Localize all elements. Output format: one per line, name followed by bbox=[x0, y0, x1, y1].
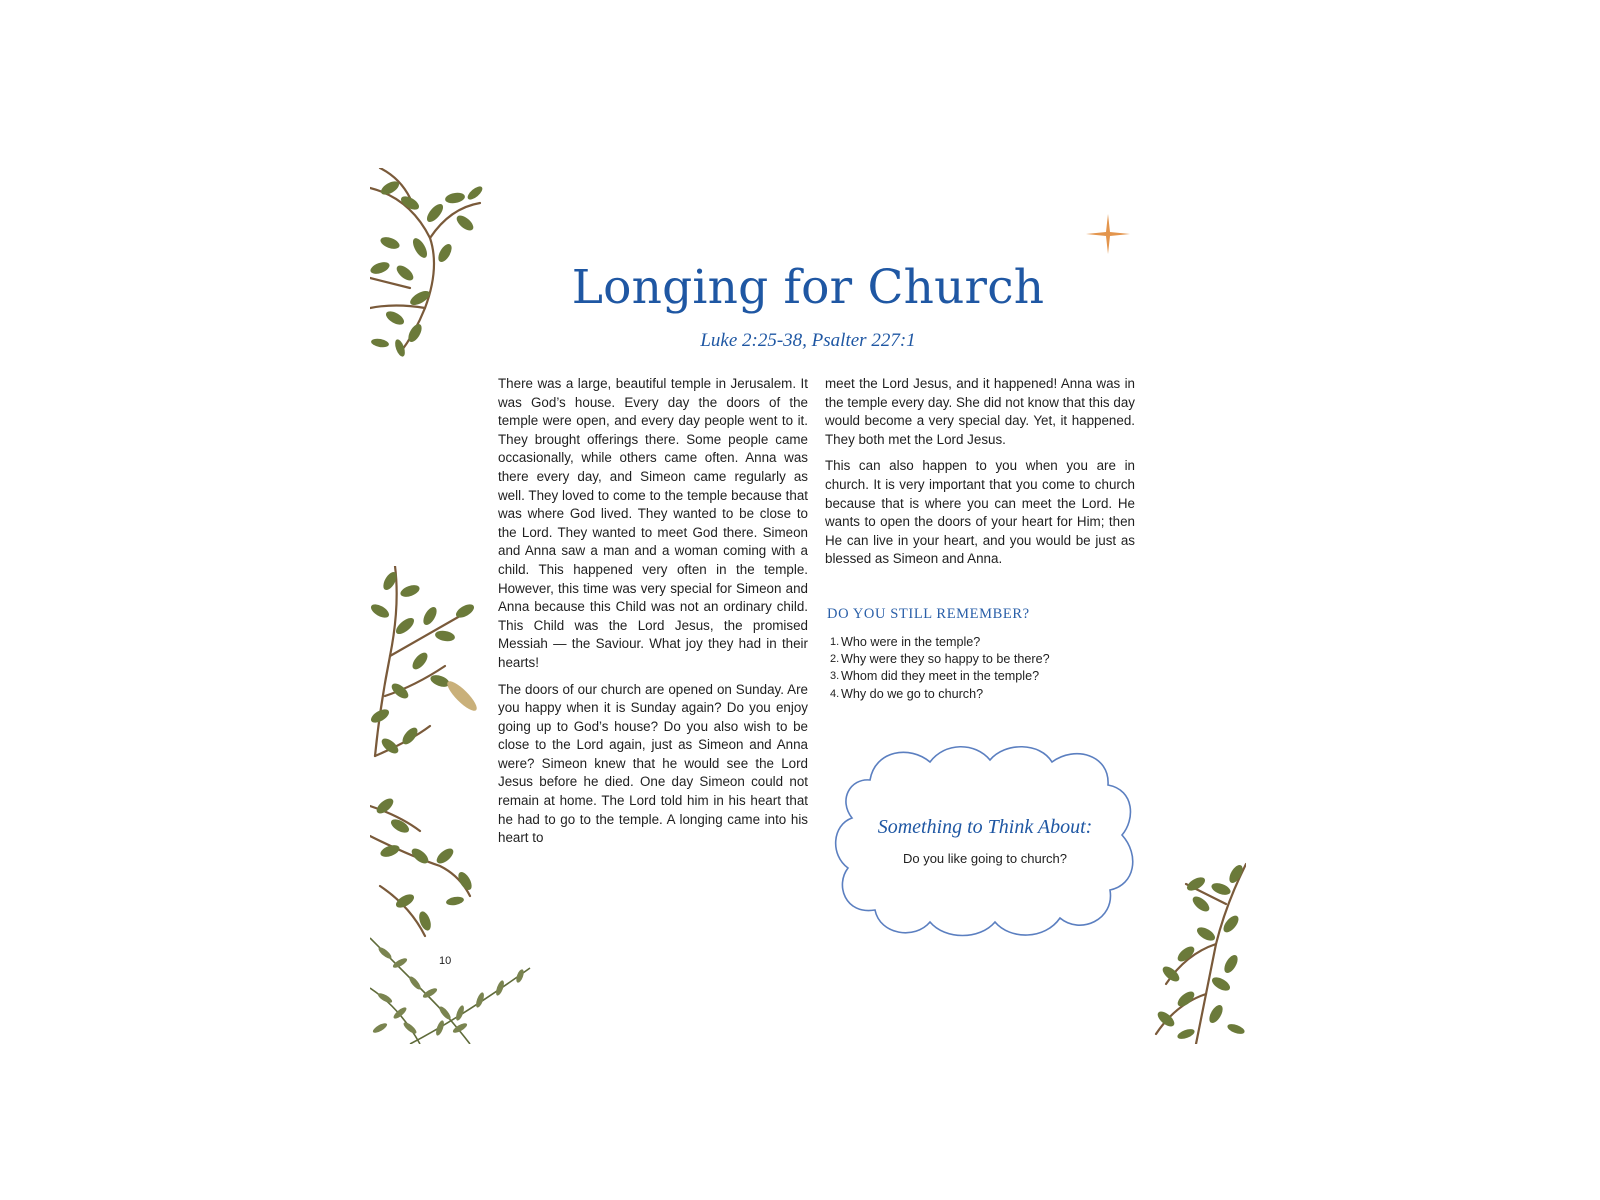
question-list bbox=[830, 634, 1050, 703]
fern-decoration bbox=[370, 928, 540, 1044]
paragraph: The doors of our church are opened on Sunday. Are you happy when it is Sunday again? Do you enjoy going up to God’s house? Do you also wish to be close to the Lord again, just as Simeon and Anna were? Simeon knew that he would see the Lord Jesus before he died. One day Simeon could not remain at home. The Lord told him in his heart that he had to go to the temple. A longing came into his heart to bbox=[498, 681, 808, 846]
remember-heading: DO YOU STILL REMEMBER? bbox=[827, 606, 1030, 622]
question-number: 4. bbox=[830, 687, 840, 700]
page-number: 10 bbox=[439, 955, 452, 967]
list-item bbox=[830, 651, 1050, 668]
paragraph: There was a large, beautiful temple in Jerusalem. It was God’s house. Every day the doors of the temple were open, and every day people went to it. They brought offerings there. Some people came occasionally, while others came often. Anna was there every day, and Simeon came regularly as well. They loved to come to the temple because that was where God lived. They wanted to be close to the Lord. They wanted to meet God there. Simeon and Anna saw a man and a woman coming with a child. This happened very often in the temple. However, this time was very special for Simeon and Anna because this Child was not an ordinary child. This Child was the Lord Jesus, the promised Messiah — the Saviour. What joy they had in their hearts! bbox=[498, 376, 808, 670]
cloud-outline-icon bbox=[830, 740, 1140, 940]
list-item bbox=[830, 686, 1050, 703]
star-icon bbox=[1086, 214, 1130, 254]
question-text: Whom did they meet in the temple? bbox=[841, 669, 1040, 684]
book-page bbox=[370, 168, 1246, 1044]
leaf-branch-decoration-bottom-right bbox=[1146, 844, 1246, 1044]
question-text: Who were in the temple? bbox=[841, 635, 981, 649]
question-number: 2. bbox=[830, 653, 840, 666]
leaf-branch-decoration-left bbox=[370, 566, 485, 946]
left-column bbox=[498, 375, 808, 856]
paragraph: meet the Lord Jesus, and it happened! Anna was in the temple every day. She did not know that this day would become a very special day. Yet, it happened. They both met the Lord Jesus. bbox=[825, 376, 1135, 447]
scripture-reference: Luke 2:25-38, Psalter 227:1 bbox=[700, 330, 916, 351]
list-item bbox=[830, 634, 1050, 651]
think-about-text: Do you like going to church? bbox=[902, 851, 1068, 866]
list-item bbox=[830, 668, 1050, 685]
question-number: 3. bbox=[830, 670, 840, 683]
page-title: Longing for Church bbox=[571, 260, 1045, 315]
question-text: Why do we go to church? bbox=[841, 686, 984, 701]
paragraph: This can also happen to you when you are in church. It is very important that you come to church because that is where you can meet the Lord. He wants to open the doors of your heart for Him; then He can live in your heart, and you would be just as blessed as Simeon and Anna. bbox=[825, 458, 1135, 567]
question-number: 1. bbox=[830, 636, 840, 648]
think-about-title: Something to Think About: bbox=[877, 816, 1093, 838]
question-text: Why were they so happy to be there? bbox=[841, 652, 1050, 667]
right-column bbox=[825, 375, 1135, 577]
